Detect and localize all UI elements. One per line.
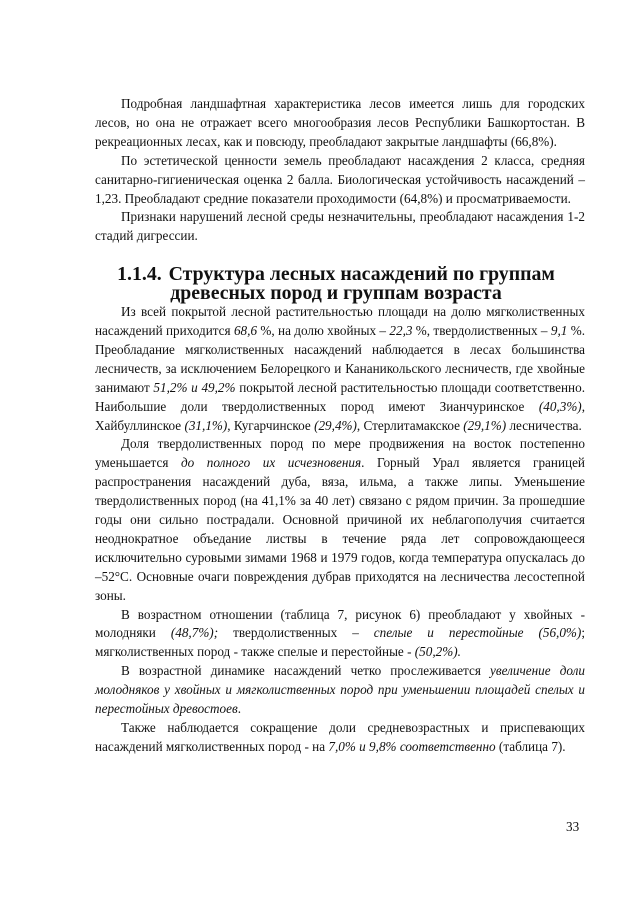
text-run: , Хайбуллинское (95, 398, 585, 433)
text-run: Признаки нарушений лесной среды незначительны, преобладают насаждения 1-2 стадий дигрессии. (95, 209, 585, 244)
text-run: В возрастном отношении (таблица 7, рисунок 6) преобладают у хвойных - молодняки (95, 606, 585, 641)
paragraph (95, 95, 585, 152)
paragraph (95, 435, 585, 605)
text-run: . (237, 701, 242, 717)
text-run: , Кугарчинское (227, 417, 315, 433)
section-title: Структура лесных насаждений по группам древесных пород и группам возраста (168, 263, 555, 305)
section-paragraphs (95, 303, 585, 757)
italic-text: (40,3%) (538, 398, 582, 414)
italic-text: 22,3 (389, 322, 413, 338)
italic-text: (29,1%) (463, 417, 507, 433)
italic-text: спелые и перестойные (56,0%) (373, 625, 582, 641)
text-run: Также наблюдается сокращение доли средневозрастных и приспевающих насаждений мягколиственных пород - на (95, 720, 585, 754)
text-run: покрытой лесной растительностью площади соответственно. Наибольшие доли твердолиственных пород имеют Зианчуринское (95, 379, 585, 414)
text-run: лесничества. (506, 417, 582, 433)
text-run: По эстетической ценности земель преобладают насаждения 2 класса, средняя санитарно-гигиеническая оценка 2 балла. Биологическая устойчивость насаждений – 1,23. Преобладают средние показатели проходимости (64,8%) и просматриваемости. (95, 152, 585, 206)
italic-text: (48,7%); (170, 625, 219, 641)
paragraph (95, 606, 585, 663)
text-run: ; мягколиственных пород - также спелые и перестойные - (95, 625, 585, 660)
paragraph (95, 208, 585, 246)
italic-text: 9,1 (550, 322, 568, 338)
text-run: (таблица 7). (495, 738, 566, 754)
text-run: %, на долю хвойных – (257, 322, 390, 338)
text-run: Из всей покрытой лесной растительностью площади на долю мягколиственных насаждений приходится (95, 304, 585, 338)
text-run: %, твердолиственных – (412, 322, 551, 338)
text-run: , Стерлитамакское (356, 417, 464, 433)
italic-text: (50,2%). (414, 644, 461, 660)
italic-text: 68,6 (233, 322, 258, 338)
text-run: Доля твердолиственных пород по мере продвижения на восток постепенно уменьшается (95, 436, 585, 471)
italic-text: (29,4%) (314, 417, 357, 433)
paragraph (95, 719, 585, 757)
paragraph (95, 303, 585, 435)
text-run: В возрастной динамике насаждений четко прослеживается (121, 663, 491, 679)
page-number: 33 (566, 819, 580, 834)
intro-paragraphs (95, 95, 585, 246)
paragraph (95, 662, 585, 719)
text-run: . Горный Урал является границей распространения насаждений дуба, вяза, ильма, а также липы. Уменьшение твердолиственных пород (на 41,1% за 40 лет) связано с рядом причин. За прошедшие годы они сильно пострадали. Основной причиной их неблагополучия считается неоднократное объедание листвы в течение ряда лет сопровождающееся исключительно суровыми зимами 1968 и 1979 годов, когда температура опускалась до –52°С. Основные очаги повреждения дубрав приходятся на лесничества лесостепной зоны. (95, 455, 585, 603)
section-number: 1.1.4. (117, 263, 162, 286)
paragraph (95, 152, 585, 209)
italic-text: до полного их исчезновения (180, 455, 362, 471)
section-heading (95, 265, 585, 303)
text-run: твердолиственных – (218, 625, 374, 641)
italic-text: 51,2% и 49,2% (153, 379, 236, 395)
page-content (95, 95, 585, 757)
text-run: Подробная ландшафтная характеристика лесов имеется лишь для городских лесов, но она не отражает всего многообразия лесов Республики Башкортостан. В рекреационных лесах, как и повсюду, преобладают закрытые ландшафты (66,8%). (95, 96, 585, 149)
text-run: %. Преобладание мягколиственных насаждений наблюдается в лесах большинства лесничеств, за исключением Белорецкого и Кананикольского лесничеств, где хвойные занимают (95, 322, 585, 395)
italic-text: увеличение доли молодняков у хвойных и мягколиственных пород при уменьшении площадей спелых и перестойных древостоев (95, 663, 585, 717)
italic-text: (31,1%) (184, 417, 228, 433)
italic-text: 7,0% и 9,8% соответственно (328, 738, 496, 754)
